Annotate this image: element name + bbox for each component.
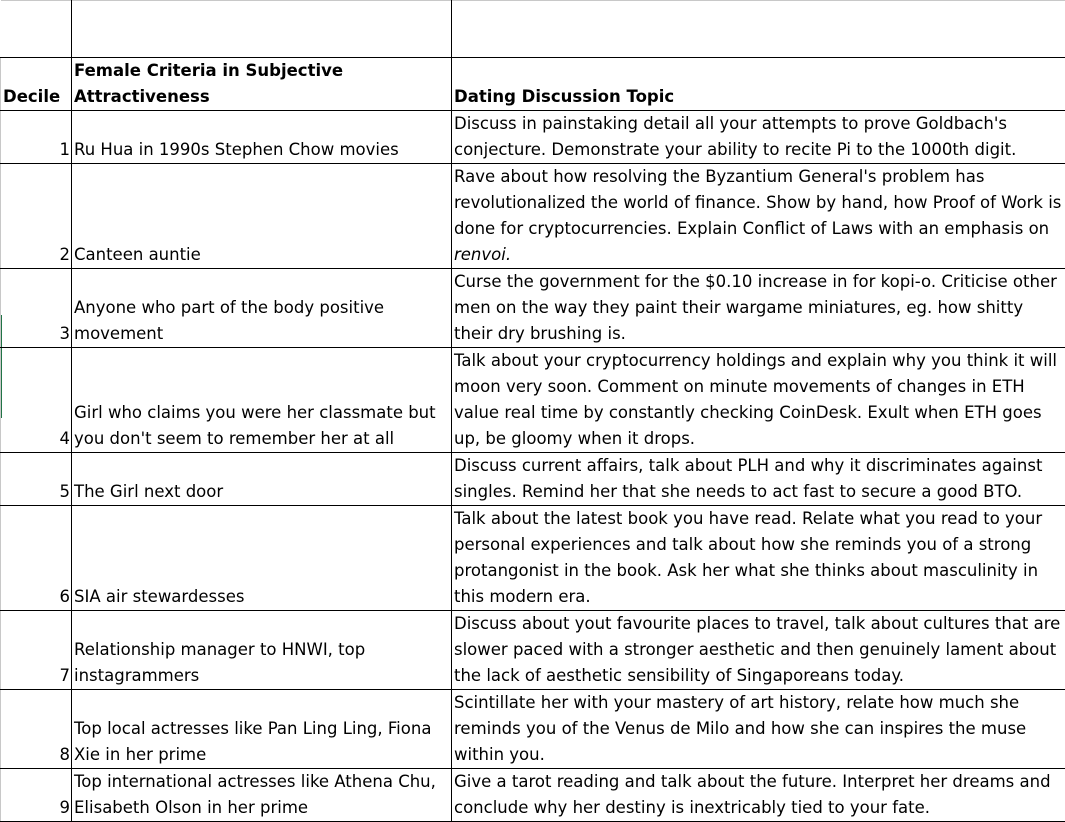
table-row [1, 111, 1065, 164]
table-row [1, 690, 1065, 769]
topic-text: Give a tarot reading and talk about the future. Interpret her dreams and conclude why her destiny is inextricably tied to your fate. [454, 772, 1051, 817]
topic-header[interactable]: Dating Discussion Topic [452, 58, 1065, 111]
topic-cell[interactable] [452, 611, 1065, 690]
table-row [1, 769, 1065, 822]
table-row [1, 269, 1065, 348]
decile-cell[interactable]: 6 [1, 506, 72, 611]
topic-text: Discuss current affairs, talk about PLH and why it discriminates against singles. Remind her that she needs to act fast to secure a good BTO. [454, 456, 1042, 501]
blank-row [1, 1, 1065, 58]
topic-cell[interactable] [452, 506, 1065, 611]
criteria-cell[interactable]: Girl who claims you were her classmate but you don't seem to remember her at all [72, 348, 452, 453]
topic-text: Talk about your cryptocurrency holdings and explain why you think it will moon very soon. Comment on minute movements of changes in ETH value real time by constantly checking CoinDesk. Exult when ETH goes up, be gloomy when it drops. [454, 351, 1057, 448]
criteria-cell[interactable]: Canteen auntie [72, 164, 452, 269]
table-row [1, 164, 1065, 269]
table-row [1, 506, 1065, 611]
topic-cell[interactable] [452, 690, 1065, 769]
table-row [1, 348, 1065, 453]
criteria-cell[interactable]: Relationship manager to HNWI, top instagrammers [72, 611, 452, 690]
topic-italic-text: renvoi. [454, 245, 511, 264]
topic-cell[interactable] [452, 111, 1065, 164]
topic-text: Curse the government for the $0.10 increase in for kopi-o. Criticise other men on the way they paint their wargame miniatures, eg. how shitty their dry brushing is. [454, 272, 1057, 343]
topic-text: Scintillate her with your mastery of art history, relate how much she reminds you of the Venus de Milo and how she can inspires the muse within you. [454, 693, 1026, 764]
decile-cell[interactable]: 5 [1, 453, 72, 506]
table-row [1, 453, 1065, 506]
topic-text: Discuss about yout favourite places to travel, talk about cultures that are slower paced with a stronger aesthetic and then genuinely lament about the lack of aesthetic sensibility of Singaporeans today. [454, 614, 1060, 685]
decile-cell[interactable]: 4 [1, 348, 72, 453]
criteria-cell[interactable]: Ru Hua in 1990s Stephen Chow movies [72, 111, 452, 164]
criteria-cell[interactable]: Top local actresses like Pan Ling Ling, Fiona Xie in her prime [72, 690, 452, 769]
decile-cell[interactable]: 2 [1, 164, 72, 269]
table-row [1, 611, 1065, 690]
criteria-cell[interactable]: Anyone who part of the body positive movement [72, 269, 452, 348]
criteria-header[interactable]: Female Criteria in Subjective Attractiveness [72, 58, 452, 111]
criteria-cell[interactable]: SIA air stewardesses [72, 506, 452, 611]
topic-text: Discuss in painstaking detail all your attempts to prove Goldbach's conjecture. Demonstrate your ability to recite Pi to the 1000th digit. [454, 114, 1016, 159]
header-row [1, 58, 1065, 111]
topic-text: Rave about how resolving the Byzantium General's problem has revolutionalized the world of finance. Show by hand, how Proof of Work is done for cryptocurrencies. Explain Conflict of Laws with an emphasis on [454, 167, 1061, 238]
criteria-cell[interactable]: The Girl next door [72, 453, 452, 506]
empty-cell[interactable] [1, 1, 72, 58]
decile-header[interactable]: Decile [1, 58, 72, 111]
decile-cell[interactable]: 9 [1, 769, 72, 822]
empty-cell[interactable] [72, 1, 452, 58]
decile-cell[interactable]: 8 [1, 690, 72, 769]
topic-cell[interactable] [452, 453, 1065, 506]
topic-cell[interactable] [452, 164, 1065, 269]
decile-cell[interactable]: 3 [1, 269, 72, 348]
empty-cell[interactable] [452, 1, 1065, 58]
decile-cell[interactable]: 7 [1, 611, 72, 690]
decile-cell[interactable]: 1 [1, 111, 72, 164]
topic-cell[interactable] [452, 348, 1065, 453]
topic-text: Talk about the latest book you have read. Relate what you read to your personal experiences and talk about how she reminds you of a strong protangonist in the book. Ask her what she thinks about masculinity in this modern era. [454, 509, 1042, 606]
topic-cell[interactable] [452, 269, 1065, 348]
topic-cell[interactable] [452, 769, 1065, 822]
criteria-cell[interactable]: Top international actresses like Athena Chu, Elisabeth Olson in her prime [72, 769, 452, 822]
